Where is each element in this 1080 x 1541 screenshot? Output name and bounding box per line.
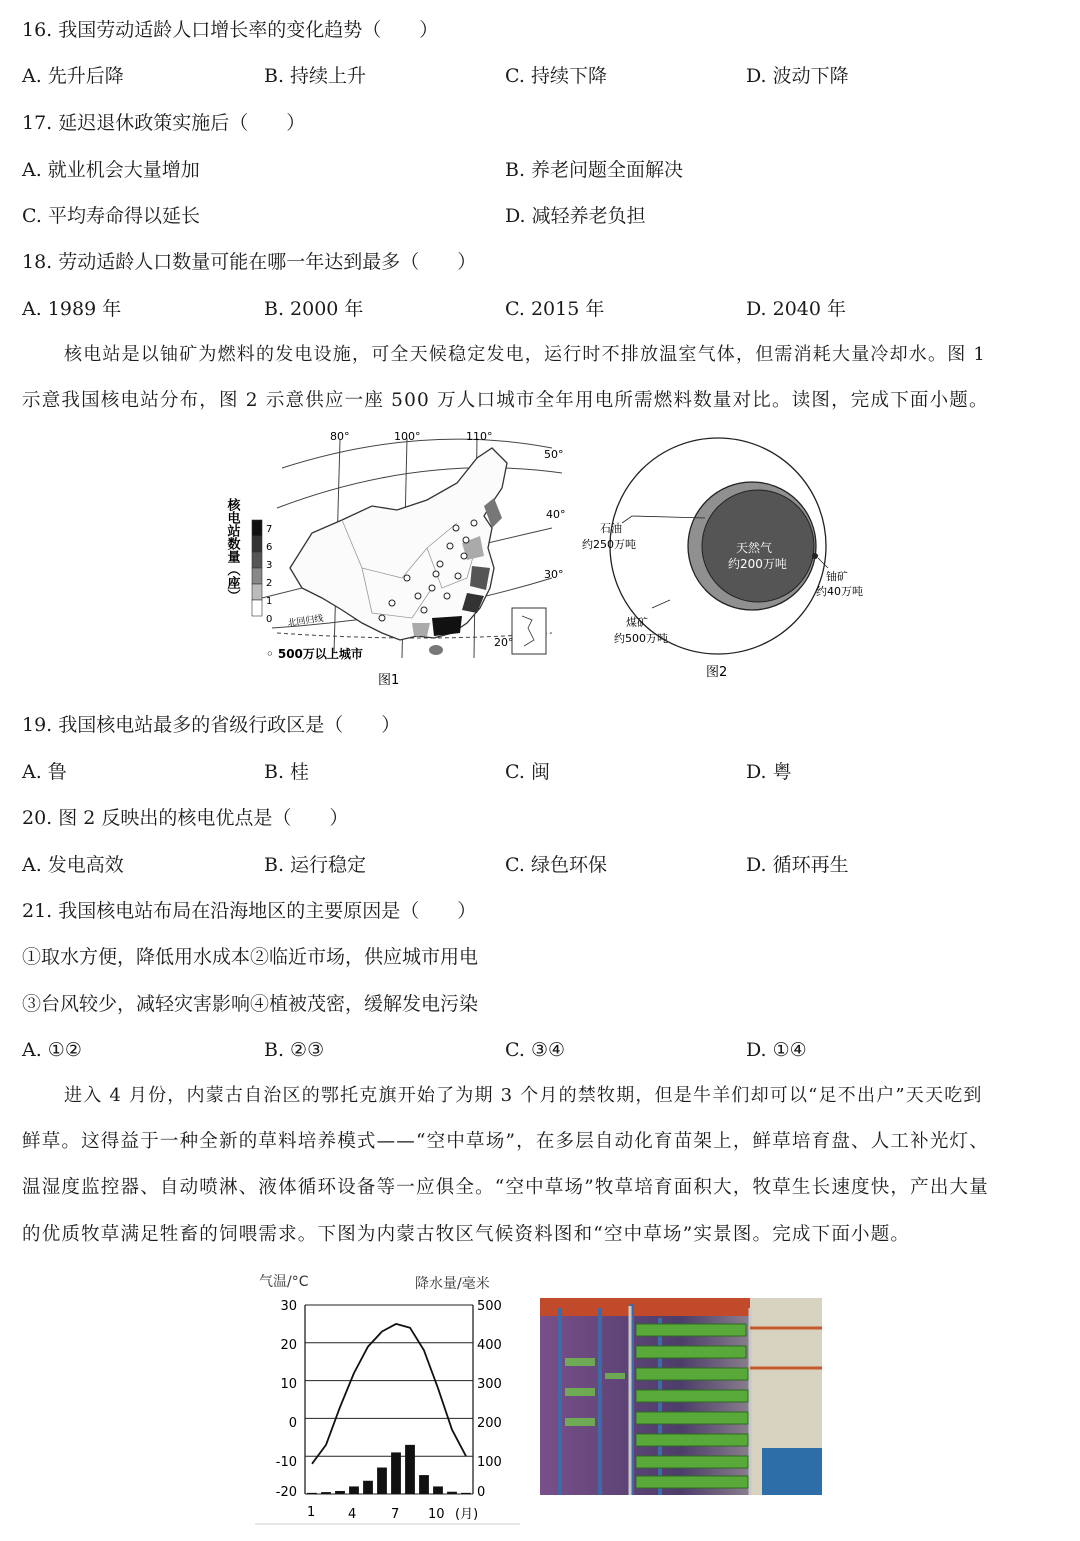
passage2-line-3: 温湿度监控器、自动喷淋、液体循环设备等一应俱全。“空中草场”牧草培育面积大，牧草生长速度快，产出大量 [22, 1177, 989, 1198]
left-axis-label: 气温/°C [259, 1274, 309, 1290]
legend-title: 核电站数量（座） [224, 498, 240, 602]
q21-option-c[interactable]: C. ③④ [505, 1039, 566, 1061]
right-tick-0: 0 [477, 1485, 486, 1500]
lat-label-20: 20° [494, 636, 514, 649]
figure-1-map [222, 428, 582, 693]
precip-bar-10 [433, 1486, 443, 1494]
q18-stem: 18. 劳动适龄人口数量可能在哪一年达到最多（ ） [22, 251, 477, 273]
left-tick-30: 30 [280, 1299, 297, 1314]
uranium-label: 铀矿 [826, 570, 848, 583]
q17-option-b[interactable]: B. 养老问题全面解决 [505, 159, 684, 181]
q19-option-a[interactable]: A. 鲁 [22, 761, 67, 783]
precip-bar-11 [447, 1492, 457, 1494]
right-axis-label: 降水量/毫米 [415, 1276, 490, 1292]
left-tick-10: 10 [280, 1377, 297, 1392]
q20-stem: 20. 图 2 反映出的核电优点是（ ） [22, 807, 349, 829]
passage1-line-2: 示意我国核电站分布，图 2 示意供应一座 500 万人口城市全年用电所需燃料数量对比。读图，完成下面小题。 [22, 390, 989, 411]
legend-swatch-0 [252, 600, 262, 616]
q18-option-c[interactable]: C. 2015 年 [505, 298, 605, 320]
q21-stem: 21. 我国核电站布局在沿海地区的主要原因是（ ） [22, 900, 477, 922]
x-tick-10: 10 [428, 1507, 445, 1522]
lat-label-40: 40° [546, 508, 566, 521]
q17-option-d[interactable]: D. 减轻养老负担 [505, 205, 646, 227]
x-tick-4: 4 [348, 1507, 357, 1522]
legend-level-3: 3 [266, 560, 273, 571]
precip-bar-8 [405, 1445, 415, 1494]
precip-bar-1 [307, 1493, 317, 1494]
figure-2-circles [570, 428, 870, 688]
lat-label-50: 50° [544, 448, 564, 461]
legend-swatch-3 [252, 552, 262, 568]
legend-swatch-6 [252, 536, 262, 552]
precip-bar-3 [335, 1491, 345, 1494]
tropic-label: 北回归线 [287, 614, 325, 629]
q20-option-c[interactable]: C. 绿色环保 [505, 854, 607, 876]
left-tick-minus20: -20 [275, 1485, 297, 1500]
passage2-line-1: 进入 4 月份，内蒙古自治区的鄂托克旗开始了为期 3 个月的禁牧期，但是牛羊们却可以“足不出户”天天吃到 [64, 1085, 983, 1106]
precip-bar-4 [349, 1486, 359, 1494]
q16-stem: 16. 我国劳动适龄人口增长率的变化趋势（ ） [22, 19, 439, 41]
sky-pasture-photo [540, 1298, 822, 1495]
q20-option-b[interactable]: B. 运行稳定 [264, 854, 367, 876]
legend-level-1: 1 [266, 596, 273, 607]
q17-stem: 17. 延迟退休政策实施后（ ） [22, 112, 306, 134]
climate-chart [255, 1268, 525, 1528]
lat-label-30: 30° [544, 568, 564, 581]
legend-level-0: 0 [266, 614, 273, 625]
x-tick-7: 7 [391, 1507, 400, 1522]
right-tick-100: 100 [477, 1455, 502, 1470]
city-legend: ◦ 500万以上城市 [266, 647, 363, 661]
right-tick-400: 400 [477, 1338, 502, 1353]
gas-label: 天然气 [736, 541, 773, 555]
right-tick-200: 200 [477, 1416, 502, 1431]
coal-amount: 约500万吨 [614, 632, 668, 645]
legend-level-2: 2 [266, 578, 273, 589]
gas-amount: 约200万吨 [728, 557, 787, 571]
q16-option-a[interactable]: A. 先升后降 [22, 65, 124, 87]
legend-swatch-7 [252, 520, 262, 536]
right-tick-300: 300 [477, 1377, 502, 1392]
x-tick-1: 1 [307, 1505, 316, 1520]
oil-label: 石油 [600, 522, 622, 535]
q16-option-b[interactable]: B. 持续上升 [264, 65, 367, 87]
precip-bar-5 [363, 1481, 373, 1494]
q19-stem: 19. 我国核电站最多的省级行政区是（ ） [22, 714, 401, 736]
figure-2-caption: 图2 [706, 665, 728, 680]
oil-amount: 约250万吨 [582, 538, 636, 551]
left-tick-20: 20 [280, 1338, 297, 1353]
temperature-line [312, 1324, 466, 1464]
left-tick-0: 0 [288, 1416, 297, 1431]
precip-bar-12 [461, 1493, 471, 1494]
precip-bar-9 [419, 1475, 429, 1494]
lon-label-80: 80° [330, 430, 350, 443]
q18-option-b[interactable]: B. 2000 年 [264, 298, 364, 320]
q17-option-a[interactable]: A. 就业机会大量增加 [22, 159, 200, 181]
left-tick-minus10: -10 [275, 1455, 297, 1470]
q18-option-d[interactable]: D. 2040 年 [746, 298, 847, 320]
precip-bar-2 [321, 1492, 331, 1494]
figure-1-caption: 图1 [378, 673, 400, 688]
q21-option-a[interactable]: A. ①② [22, 1039, 82, 1061]
uranium-amount: 约40万吨 [816, 585, 863, 598]
q18-option-a[interactable]: A. 1989 年 [22, 298, 122, 320]
precip-bar-6 [377, 1468, 387, 1494]
q16-option-c[interactable]: C. 持续下降 [505, 65, 607, 87]
q21-item-2: ③台风较少，减轻灾害影响④植被茂密，缓解发电污染 [22, 993, 479, 1015]
q21-option-d[interactable]: D. ①④ [746, 1039, 807, 1061]
legend-level-7: 7 [266, 524, 273, 535]
q19-option-b[interactable]: B. 桂 [264, 761, 310, 783]
uranium-dot [812, 553, 818, 559]
legend-ramp [252, 520, 262, 616]
right-tick-500: 500 [477, 1299, 502, 1314]
q17-option-c[interactable]: C. 平均寿命得以延长 [22, 205, 200, 227]
passage2-line-2: 鲜草。这得益于一种全新的草料培养模式——“空中草场”，在多层自动化育苗架上，鲜草培育盘、人工补光灯、 [22, 1131, 989, 1152]
lon-label-100: 100° [394, 430, 421, 443]
precip-bar-7 [391, 1452, 401, 1494]
x-unit: (月) [455, 1507, 479, 1522]
coal-label: 煤矿 [626, 616, 648, 629]
legend-level-6: 6 [266, 542, 273, 553]
q21-option-b[interactable]: B. ②③ [264, 1039, 325, 1061]
q16-option-d[interactable]: D. 波动下降 [746, 65, 849, 87]
q20-option-d[interactable]: D. 循环再生 [746, 854, 849, 876]
q19-option-d[interactable]: D. 粤 [746, 761, 792, 783]
q21-item-1: ①取水方便，降低用水成本②临近市场，供应城市用电 [22, 946, 479, 968]
legend-swatch-1 [252, 584, 262, 600]
passage2-line-4: 的优质牧草满足牲畜的饲喂需求。下图为内蒙古牧区气候资料图和“空中草场”实景图。完成下面小题。 [22, 1224, 911, 1245]
q20-option-a[interactable]: A. 发电高效 [22, 854, 124, 876]
legend-swatch-2 [252, 568, 262, 584]
lon-label-110: 110° [466, 430, 493, 443]
q19-option-c[interactable]: C. 闽 [505, 761, 550, 783]
passage1-line-1: 核电站是以铀矿为燃料的发电设施，可全天候稳定发电，运行时不排放温室气体，但需消耗大量冷却水。图 1 [64, 344, 986, 365]
